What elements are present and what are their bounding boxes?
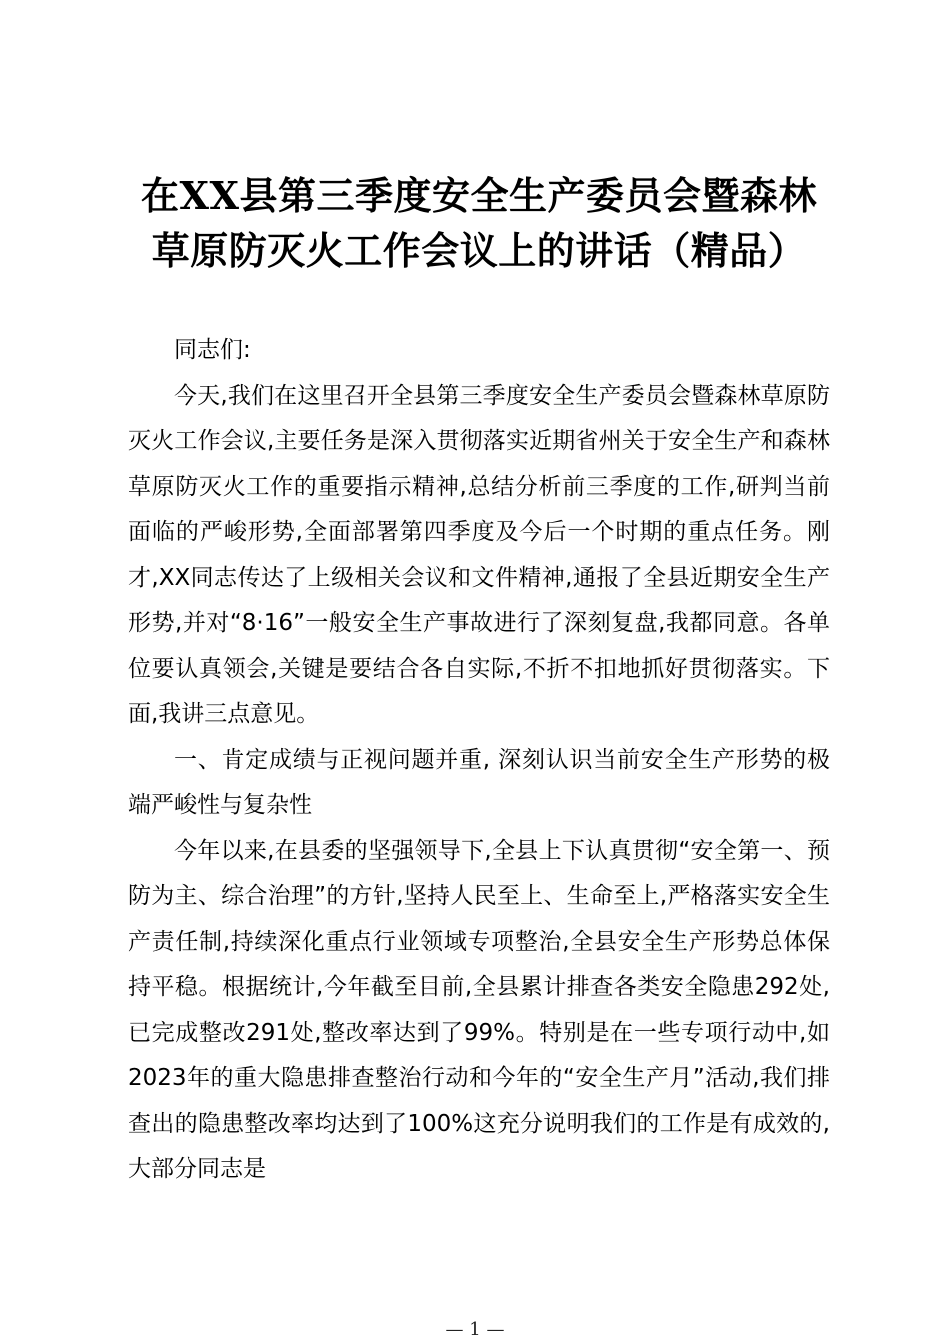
document-body xyxy=(128,328,830,1193)
section-heading-1: 一、肯定成绩与正视问题并重, 深刻认识当前安全生产形势的极端严峻性与复杂性 xyxy=(128,746,830,818)
salutation: 同志们: xyxy=(174,337,251,363)
page-number: — 1 — xyxy=(445,1319,505,1340)
document-title: 在XX县第三季度安全生产委员会暨森林草原防灭火工作会议上的讲话（精品） xyxy=(141,173,817,273)
paragraph-intro: 今天,我们在这里召开全县第三季度安全生产委员会暨森林草原防灭火工作会议,主要任务是深入贯彻落实近期省州关于安全生产和森林草原防灭火工作的重要指示精神,总结分析前三季度的工作,研判当前面临的严峻形势,全面部署第四季度及今后一个时期的重点任务。刚才,XX同志传达了上级相关会议和文件精神,通报了全县近期安全生产形势,并对“8·16”一般安全生产事故进行了深刻复盘,我都同意。各单位要认真领会,关键是要结合各自实际,不折不扣地抓好贯彻落实。下面,我讲三点意见。 xyxy=(128,382,830,727)
paragraph-achievements: 今年以来,在县委的坚强领导下,全县上下认真贯彻“安全第一、预防为主、综合治理”的方针,坚持人民至上、生命至上,严格落实安全生产责任制,持续深化重点行业领域专项整治,全县安全生产形势总体保持平稳。根据统计,今年截至目前,全县累计排查各类安全隐患292处,已完成整改291处,整改率达到了99%。特别是在一些专项行动中,如2023年的重大隐患排查整治行动和今年的“安全生产月”活动,我们排查出的隐患整改率均达到了100%这充分说明我们的工作是有成效的,大部分同志是 xyxy=(128,837,830,1182)
